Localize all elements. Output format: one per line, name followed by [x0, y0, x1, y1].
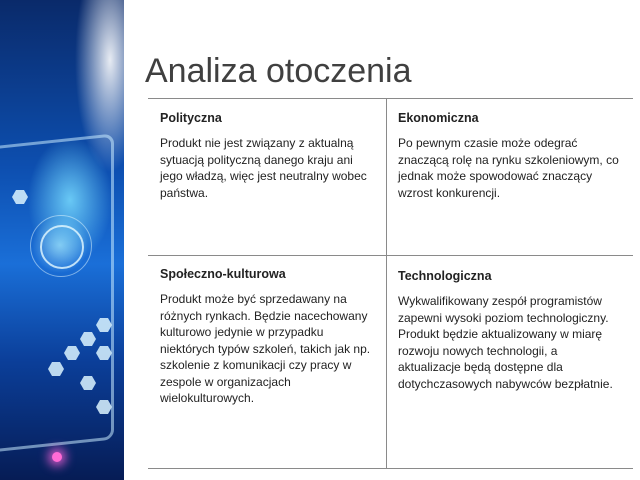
- cell-political: [148, 111, 386, 201]
- table-divider-horizontal: [148, 255, 633, 256]
- touch-ring-inner: [40, 225, 84, 269]
- cell-economic: [386, 111, 633, 201]
- cell-heading: Polityczna: [160, 111, 222, 125]
- slide-title: Analiza otoczenia: [145, 52, 412, 90]
- cell-heading: Ekonomiczna: [398, 111, 479, 125]
- cell-heading: Technologiczna: [398, 269, 492, 283]
- cell-body: Produkt może być sprzedawany na różnych rynkach. Będzie nacechowany kulturowo jedynie w przypadku niektórych typów szkoleń, takich jak np. szkolenie z komunikacji czy pracy w zespole w organizacjach wielokulturowych.: [160, 292, 371, 405]
- glow-dot: [52, 452, 62, 462]
- cell-technological: [386, 269, 633, 392]
- decorative-tech-image: [0, 0, 124, 480]
- cell-body: Po pewnym czasie może odegrać znaczącą rolę na rynku szkoleniowym, co jednak może spowodować znaczący wzrost konkurencji.: [398, 136, 619, 200]
- analysis-table: [148, 98, 633, 469]
- cell-socio-cultural: [148, 267, 386, 407]
- cell-body: Wykwalifikowany zespół programistów zapewni wysoki poziom technologiczny. Produkt będzie aktualizowany w miarę rozwoju nowych technologii, a aktualizacje będą dostępne dla dotychczasowych nabywców bezpłatnie.: [398, 294, 613, 391]
- tablet-frame-shape: [0, 133, 114, 452]
- cell-heading: Społeczno-kulturowa: [160, 267, 286, 281]
- cell-body: Produkt nie jest związany z aktualną sytuacją polityczną danego kraju ani jego władzą, więc jest neutralny wobec państwa.: [160, 136, 367, 200]
